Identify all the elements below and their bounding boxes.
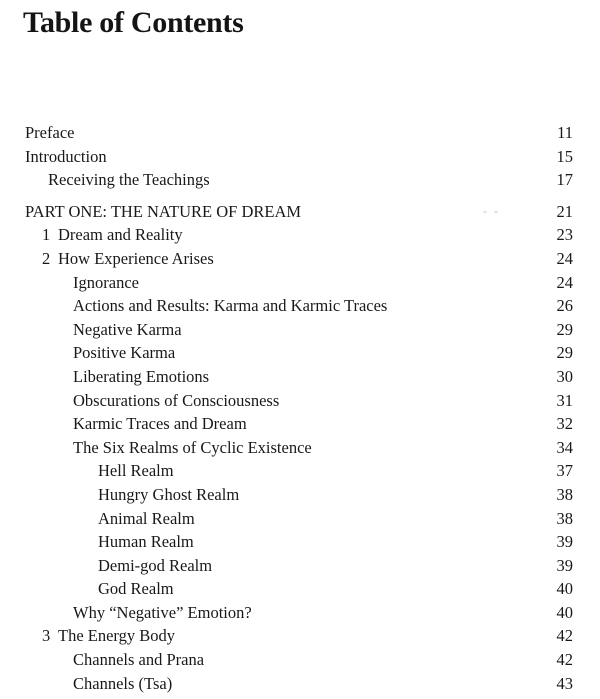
toc-entry-label: Positive Karma xyxy=(73,343,176,363)
toc-entry-label: The Energy Body xyxy=(58,626,176,646)
toc-entry xyxy=(25,318,573,342)
toc-entry-page: 30 xyxy=(556,366,573,386)
toc-entry-page: 42 xyxy=(556,650,573,670)
toc-entry-label: Preface xyxy=(25,123,75,142)
toc-entry xyxy=(25,577,573,601)
toc-entry-page: 26 xyxy=(556,296,573,316)
toc-entry-label: Channels (Tsa) xyxy=(73,673,173,693)
toc-entry-page: 32 xyxy=(556,414,573,434)
toc-entry-page: 38 xyxy=(556,508,573,528)
toc-entry-page: 11 xyxy=(557,123,573,142)
toc-entry xyxy=(25,168,573,192)
toc-entry-page: 39 xyxy=(556,532,573,552)
pencil-mark-annotation: - - xyxy=(483,203,500,218)
toc-entry-page: 43 xyxy=(556,673,573,693)
toc-entry xyxy=(25,648,573,672)
toc-entry-page: 29 xyxy=(556,319,573,339)
toc-entry xyxy=(25,365,573,389)
toc-entry xyxy=(25,459,573,483)
toc-entry xyxy=(25,223,573,247)
toc-entry-label: Ignorance xyxy=(73,272,139,292)
toc-entry xyxy=(25,624,573,648)
toc-entry-page: 15 xyxy=(556,146,573,166)
toc-entry-page: 24 xyxy=(556,272,573,292)
toc-entry-page: 23 xyxy=(556,225,573,245)
toc-entry-label: Hell Realm xyxy=(98,461,174,481)
toc-entry xyxy=(25,200,573,224)
toc-entry-label: Hungry Ghost Realm xyxy=(98,484,240,504)
toc-entry-label: Animal Realm xyxy=(98,508,195,528)
toc-entry xyxy=(25,294,573,318)
toc-list xyxy=(25,121,573,695)
toc-entry-label: Human Realm xyxy=(98,532,194,552)
toc-entry-page: 34 xyxy=(556,437,573,457)
toc-entry-page: 29 xyxy=(556,343,573,363)
toc-entry-label: Actions and Results: Karma and Karmic Traces xyxy=(73,296,388,316)
toc-entry-label: Dream and Reality xyxy=(58,225,183,245)
toc-entry xyxy=(25,507,573,531)
toc-entry xyxy=(25,389,573,413)
toc-entry-page: 21 xyxy=(556,201,573,221)
toc-entry-label: God Realm xyxy=(98,579,174,599)
toc-entry xyxy=(25,341,573,365)
toc-entry xyxy=(25,271,573,295)
toc-entry-label: Introduction xyxy=(25,146,107,166)
toc-entry xyxy=(25,145,573,169)
toc-entry xyxy=(25,121,573,145)
page-title: Table of Contents xyxy=(23,6,244,39)
toc-entry-page: 24 xyxy=(556,248,573,268)
toc-entry-page: 38 xyxy=(556,484,573,504)
toc-entry-label: Demi-god Realm xyxy=(98,555,213,575)
toc-entry-label: Karmic Traces and Dream xyxy=(73,414,247,434)
toc-entry-page: 17 xyxy=(556,170,573,190)
toc-entry-page: 31 xyxy=(556,390,573,410)
toc-entry xyxy=(25,554,573,578)
toc-entry-page: 40 xyxy=(556,579,573,599)
toc-entry-page: 39 xyxy=(556,555,573,575)
toc-entry-label: Liberating Emotions xyxy=(73,366,210,386)
toc-entry xyxy=(25,672,573,696)
toc-entry-label: Why “Negative” Emotion? xyxy=(73,602,252,622)
toc-entry-label: Obscurations of Consciousness xyxy=(73,390,280,410)
toc-entry-page: 42 xyxy=(556,626,573,646)
toc-entry xyxy=(25,412,573,436)
toc-entry-label: Receiving the Teachings xyxy=(48,170,210,190)
toc-entry xyxy=(25,601,573,625)
toc-entry-label: Negative Karma xyxy=(73,319,182,339)
toc-entry-number: 2 xyxy=(42,248,51,268)
toc-entry-label: PART ONE: THE NATURE OF DREAM xyxy=(25,201,302,221)
toc-entry xyxy=(25,483,573,507)
toc-entry-number: 1 xyxy=(42,225,51,245)
toc-entry-label: Channels and Prana xyxy=(73,650,205,670)
toc-entry-label: The Six Realms of Cyclic Existence xyxy=(73,437,312,457)
toc-entry xyxy=(25,530,573,554)
toc-entry-page: 40 xyxy=(556,602,573,622)
toc-entry-page: 37 xyxy=(556,461,573,481)
toc-entry xyxy=(25,436,573,460)
toc-entry-label: How Experience Arises xyxy=(58,248,214,268)
toc-entry xyxy=(25,247,573,271)
toc-entry-number: 3 xyxy=(42,626,51,646)
